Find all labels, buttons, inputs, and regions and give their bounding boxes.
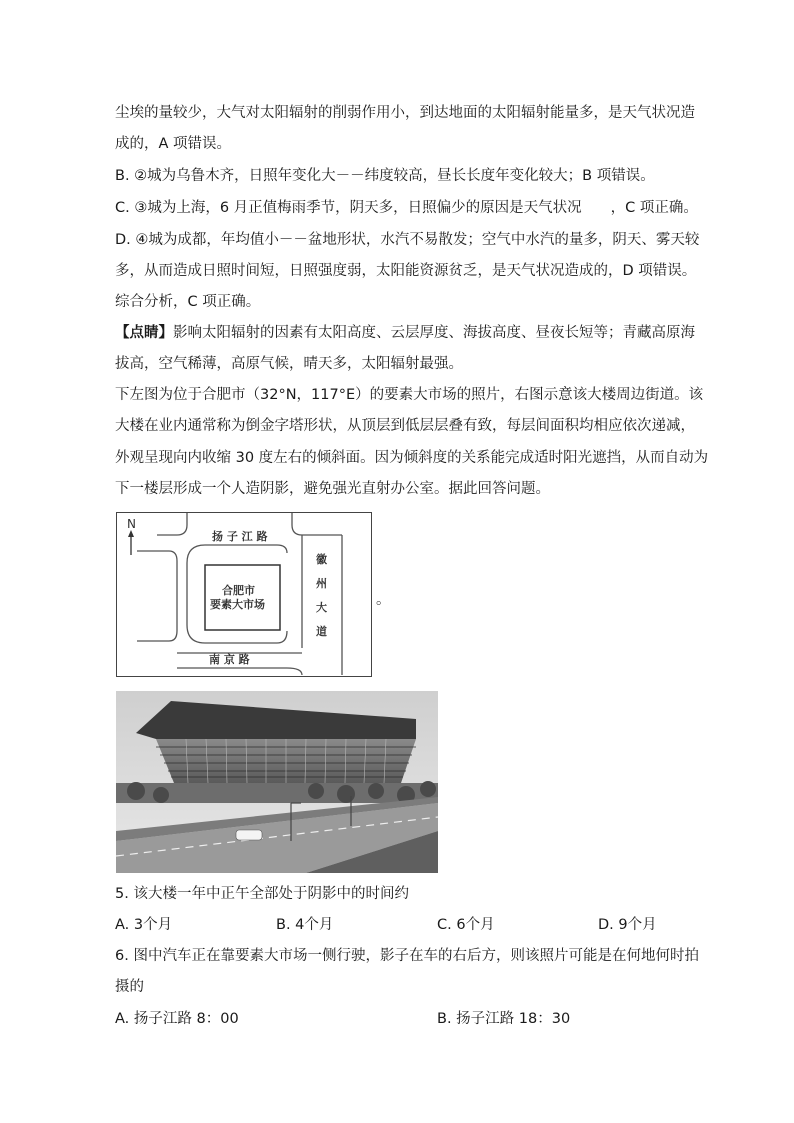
building-photo	[116, 691, 438, 873]
center-label-city: 合肥市	[222, 584, 255, 597]
paragraph-line: 多，从而造成日照时间短，日照强度弱，太阳能资源贫乏，是天气状况造成的，D 项错误。	[115, 263, 697, 279]
road-label-huizhou-3: 大	[316, 601, 327, 614]
paragraph-line: 成的，A 项错误。	[115, 136, 232, 152]
q6-option-a: A. 扬子江路 8：00	[115, 1011, 239, 1027]
north-arrowhead-icon	[128, 530, 134, 537]
intro-line: 下左图为位于合肥市（32°N，117°E）的要素大市场的照片，右图示意该大楼周边街道。该	[115, 387, 704, 403]
center-label-market: 要素大市场	[210, 598, 265, 611]
q5-option-d: D. 9个月	[598, 917, 657, 933]
q6-option-b: B. 扬子江路 18：30	[437, 1011, 571, 1027]
trailing-period: 。	[376, 592, 391, 608]
street-map-figure	[116, 512, 372, 677]
paragraph-line: B. ②城为乌鲁木齐，日照年变化大－－纬度较高，昼长长度年变化较大；B 项错误。	[115, 168, 655, 184]
road-label-huizhou-2: 州	[316, 577, 327, 590]
intro-line: 外观呈现向内收缩 30 度左右的倾斜面。因为倾斜度的关系能完成适时阳光遮挡，从而自动为	[115, 450, 709, 466]
intro-line: 大楼在业内通常称为倒金字塔形状，从顶层到低层层叠有致，每层间面积均相应依次递减，	[115, 418, 695, 434]
question-5-stem: 5. 该大楼一年中正午全部处于阴影中的时间约	[115, 886, 409, 902]
paragraph-line: 尘埃的量较少，大气对太阳辐射的削弱作用小，到达地面的太阳辐射能量多，是天气状况造	[115, 105, 695, 121]
paragraph-line: 综合分析，C 项正确。	[115, 294, 261, 310]
road-label-nanjing: 南 京 路	[209, 653, 250, 666]
q5-option-c: C. 6个月	[437, 917, 495, 933]
question-6-stem: 6. 图中汽车正在靠要素大市场一侧行驶，影子在车的右后方，则该照片可能是在何地何时拍	[115, 948, 699, 964]
north-label: N	[127, 517, 136, 531]
car-icon	[236, 830, 262, 840]
intro-line: 下一楼层形成一个人造阴影，避免强光直射办公室。据此回答问题。	[115, 481, 550, 497]
dianjing-note	[115, 323, 695, 343]
paragraph-line: C. ③城为上海，6 月正值梅雨季节，阴天多，日照偏少的原因是天气状况 ，C 项正确。	[115, 200, 698, 216]
dianjing-tag: 【点睛】	[115, 325, 173, 341]
road-label-huizhou-1: 徽	[316, 553, 327, 566]
paragraph-line: D. ④城为成都，年均值小－－盆地形状，水汽不易散发；空气中水汽的量多，阴天、雾天较	[115, 232, 700, 248]
road-label-yangzijiang: 扬 子 江 路	[212, 530, 268, 543]
dianjing-text: 影响太阳辐射的因素有太阳高度、云层厚度、海拔高度、昼夜长短等；青藏高原海	[173, 325, 695, 341]
road-label-huizhou-4: 道	[316, 625, 327, 638]
question-6-stem-cont: 摄的	[115, 979, 144, 995]
q5-option-b: B. 4个月	[276, 917, 334, 933]
dianjing-text-cont: 拔高，空气稀薄，高原气候，晴天多，太阳辐射最强。	[115, 356, 463, 372]
q5-option-a: A. 3个月	[115, 917, 173, 933]
